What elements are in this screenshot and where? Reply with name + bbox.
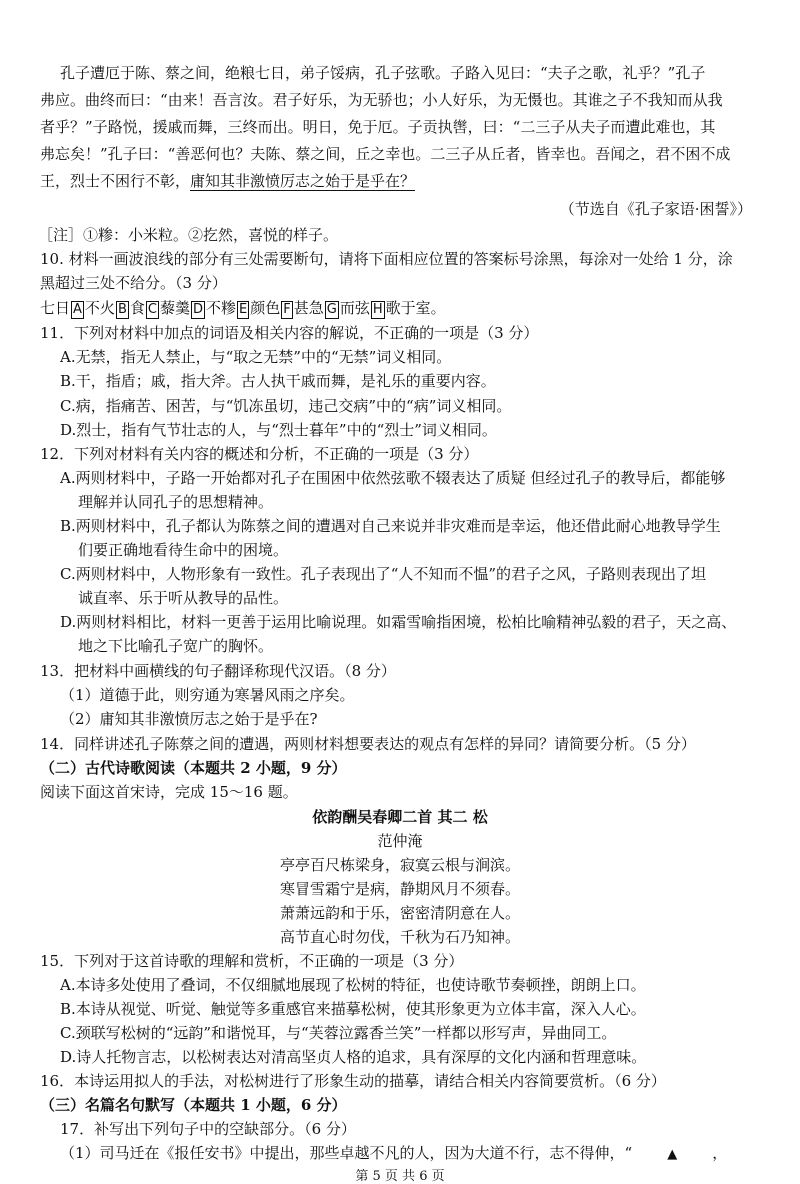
poem-line-3: 萧萧远韵和于乐，密密清阴意在人。 <box>279 904 520 922</box>
q10-seg-text: 七日 <box>40 299 71 317</box>
passage-line-2: 弗应。曲终而曰：“由来！吾言汝。君子好乐，为无骄也；小人好乐，为无慑也。其谁之子不我知而从我 <box>40 91 723 109</box>
q12-option-b-line-1: B.两则材料中，孔子都认为陈蔡之间的遭遇对自己来说并非灾难而是幸运，他还借此耐心地教导学生 <box>60 517 721 535</box>
q10-seg-text: 不火 <box>84 299 115 317</box>
q17-item-1-tail: ， <box>712 1144 728 1162</box>
q10-box-b[interactable]: B <box>117 302 127 317</box>
q15-option-d: D.诗人托物言志，以松树表达对清高坚贞人格的追求，具有深厚的文化内涵和哲理意味。 <box>60 1048 647 1066</box>
q11-option-d: D.烈士，指有气节壮志的人，与“烈士暮年”中的“烈士”词义相同。 <box>60 421 497 439</box>
q12-option-d-line-1: D.两则材料相比，材料一更善于运用比喻说理。如霜雪喻指困境，松柏比喻精神弘毅的君子，天之高、 <box>60 613 737 631</box>
q17-answer-blank[interactable] <box>632 1142 712 1164</box>
q10-seg-text: 藜羹 <box>159 299 190 317</box>
q13-item-2: （2）庸知其非激愤厉志之始于是乎在? <box>60 710 318 728</box>
q16-stem: 16．本诗运用拟人的手法，对松树进行了形象生动的描摹，请结合相关内容简要赏析。（6 分） <box>40 1072 666 1090</box>
q17-item-1-text: （1）司马迁在《报任安书》中提出，那些卓越不凡的人，因为大道不行，志不得伸，“ <box>60 1144 633 1162</box>
q10-box-d[interactable]: D <box>192 302 203 317</box>
q13-stem: 13．把材料中画横线的句子翻译称现代汉语。（8 分） <box>40 662 396 680</box>
q12-option-c-line-2: 诚直率、乐于听从教导的品性。 <box>78 589 289 607</box>
q10-stem-line-2: 黑超过三处不给分。（3 分） <box>40 274 227 292</box>
q10-box-e[interactable]: E <box>239 302 248 317</box>
passage-line-5 <box>40 170 762 192</box>
q15-option-a: A.本诗多处使用了叠词，不仅细腻地展现了松树的特征，也使诗歌节奏顿挫，朗朗上口。 <box>60 976 646 994</box>
q10-box-h[interactable]: H <box>372 302 383 317</box>
q17-item-1 <box>60 1142 762 1164</box>
q13-item-1: （1）道德于此，则穷通为寒暑风雨之序矣。 <box>60 686 355 704</box>
q12-option-d-line-2: 地之下比喻孔子宽广的胸怀。 <box>78 637 274 655</box>
passage-source: （节选自《孔子家语·困誓》） <box>559 200 752 218</box>
q10-seg-text: 食 <box>129 299 145 317</box>
q10-answer-line <box>40 297 762 319</box>
q10-box-f[interactable]: F <box>283 302 291 317</box>
q12-option-b-line-2: 们要正确地看待生命中的困境。 <box>78 541 289 559</box>
q12-option-a-line-1: A.两则材料中，子路一开始都对孔子在围困中依然弦歌不辍表达了质疑 但经过孔子的教导后，都能够 <box>60 469 726 487</box>
q10-seg-text: 不糁 <box>205 299 236 317</box>
passage-note: ［注］①糁：小米粒。②扢然，喜悦的样子。 <box>38 226 339 244</box>
q10-seg-text: 颜色 <box>250 299 281 317</box>
q11-option-c: C.病，指痛苦、困苦，与“饥冻虽切，违己交病”中的“病”词义相同。 <box>60 397 512 415</box>
q10-stem-line-1: 10. 材料一画波浪线的部分有三处需要断句，请将下面相应位置的答案标号涂黑，每涂对一处给 1 分，涂 <box>40 250 733 268</box>
poem-line-4: 高节直心时勿伐，千秋为石乃知神。 <box>279 928 520 946</box>
q11-option-a: A.无禁，指无人禁止，与“取之无禁”中的“无禁”词义相同。 <box>60 348 452 366</box>
q15-stem: 15．下列对于这首诗歌的理解和赏析，不正确的一项是（3 分） <box>40 952 464 970</box>
q12-option-c-line-1: C.两则材料中，人物形象有一致性。孔子表现出了“人不知而不愠”的君子之风，子路则表现出了坦 <box>60 565 707 583</box>
q10-seg-text: 而弦 <box>339 299 370 317</box>
poem-line-1: 亭亭百尺栋梁身，寂寞云根与涧滨。 <box>279 856 520 874</box>
triangle-marker-icon: ▲ <box>667 1147 678 1162</box>
q12-stem: 12．下列对材料有关内容的概述和分析，不正确的一项是（3 分） <box>40 445 479 463</box>
q10-box-a[interactable]: A <box>73 302 82 317</box>
q15-option-c: C.颈联写松树的“远韵”和谐悦耳，与“芙蓉泣露香兰笑”一样都以形写声，异曲同工。 <box>60 1024 617 1042</box>
poem-title: 依韵酬吴春卿二首 其二 松 <box>312 808 488 826</box>
passage-line-4: 弗忘矣！”孔子曰：“善恶何也？夫陈、蔡之间，丘之幸也。二三子从丘者，皆幸也。吾闻之，君不困不成 <box>40 145 731 163</box>
poem-poet: 范仲淹 <box>377 832 423 850</box>
q10-seg-text: 歌于室。 <box>385 299 446 317</box>
q10-seg-text: 甚急 <box>293 299 324 317</box>
q14-stem: 14．同样讲述孔子陈蔡之间的遭遇，两则材料想要表达的观点有怎样的异同？请简要分析。（5 分） <box>40 735 696 753</box>
q12-option-a-line-2: 理解并认同孔子的思想精神。 <box>78 493 274 511</box>
passage-line-1: 孔子遭厄于陈、蔡之间，绝粮七日，弟子馁病，孔子弦歌。子路入见曰：“夫子之歌，礼乎？”孔子 <box>60 64 706 82</box>
q17-stem: 17．补写出下列句子中的空缺部分。（6 分） <box>60 1120 356 1138</box>
q11-option-b: B.干，指盾；戚，指大斧。古人执干戚而舞，是礼乐的重要内容。 <box>60 372 496 390</box>
passage-line-3: 者乎？”子路悦，援戚而舞，三终而出。明日，免于厄。子贡执辔，曰：“二三子从夫子而遭此难也，其 <box>40 118 716 136</box>
passage-underlined-sentence: 庸知其非激愤厉志之始于是乎在？ <box>190 172 416 190</box>
q15-option-b: B.本诗从视觉、听觉、触觉等多重感官来描摹松树，使其形象更为立体丰富，深入人心。 <box>60 1000 646 1018</box>
poem-line-2: 寒冒雪霜宁是病，静期风月不须春。 <box>279 880 520 898</box>
section2-heading: （二）古代诗歌阅读（本题共 2 小题，9 分） <box>40 759 347 777</box>
section2-intro: 阅读下面这首宋诗，完成 15～16 题。 <box>40 783 298 801</box>
page-footer: 第 5 页 共 6 页 <box>355 1169 445 1184</box>
q10-box-g[interactable]: G <box>326 302 337 317</box>
section3-heading: （三）名篇名句默写（本题共 1 小题，6 分） <box>40 1096 347 1114</box>
q11-stem: 11．下列对材料中加点的词语及相关内容的解说，不正确的一项是（3 分） <box>40 324 539 342</box>
passage-line-5-plain: 王，烈士不困行不彰， <box>40 172 191 190</box>
q10-box-c[interactable]: C <box>147 302 157 317</box>
